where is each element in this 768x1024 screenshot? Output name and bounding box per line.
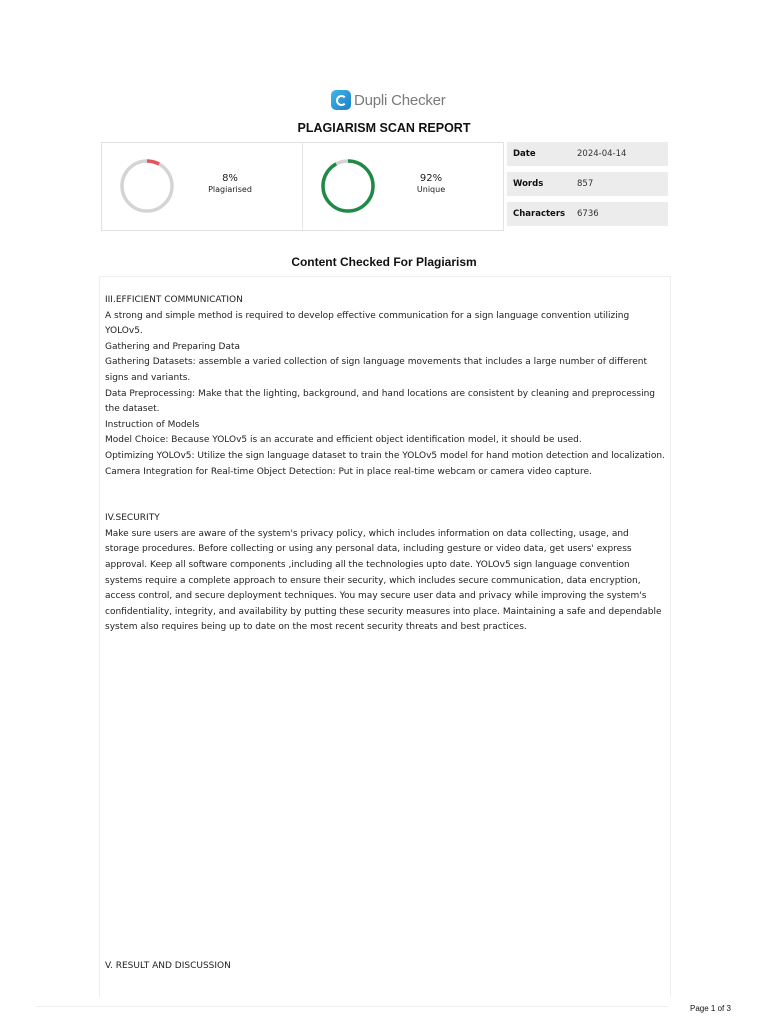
unique-value: 92% [419,173,443,184]
section-heading: V. RESULT AND DISCUSSION [105,961,231,971]
stat-value: 2024-04-14 [577,149,627,159]
paragraph: Make sure users are aware of the system's privacy policy, which includes information on data collecting, usage, and storage procedures. Before collecting or using any personal data, including gesture or video data, get users' express approval. Keep all software components ,including all the technologies upto date. YOLOv5 sign language convention systems require a complete approach to ensure their security, which includes secure communication, data encryption, access control, and secure deployment techniques. You may secure user data and privacy while improving the system's confidentiality, integrity, and availability by putting these security measures into place. Maintaining a safe and dependable system also requires being up to date on the most recent security threats and best practices. [105,528,662,633]
stat-key: Date [513,149,536,159]
section-heading: III.EFFICIENT COMMUNICATION [105,295,243,305]
page-number: Page 1 of 3 [690,1004,731,1013]
unique-label: Unique [416,185,446,194]
stats-table [507,142,668,232]
logo-text: Dupli Checker [354,91,446,109]
paragraph: Gathering Datasets: assemble a varied collection of sign language movements that includes a large number of different signs and variants. [105,357,648,383]
content-text [105,293,665,636]
footer-divider [36,1006,668,1007]
logo-icon [331,90,351,110]
unique-ring-icon [320,158,376,214]
paragraph: Instruction of Models [105,419,200,430]
stat-row-words [507,172,668,196]
paragraph: Camera Integration for Real-time Object Detection: Put in place real-time webcam or camera video capture. [105,466,592,477]
plagiarised-ring-icon [119,158,175,214]
unique-score [302,143,503,230]
report-title: PLAGIARISM SCAN REPORT [297,121,471,135]
content-title: Content Checked For Plagiarism [291,255,477,269]
paragraph: Model Choice: Because YOLOv5 is an accurate and efficient object identification model, it should be used. [105,435,582,446]
section-heading: IV.SECURITY [105,513,160,524]
duplichecker-logo [331,89,446,111]
stat-key: Characters [513,209,566,219]
paragraph: Data Preprocessing: Make that the lighting, background, and hand locations are consistent by cleaning and preprocessing the dataset. [105,388,656,415]
plagiarised-label: Plagiarised [208,185,252,194]
plagiarised-score [102,143,302,230]
stat-value: 6736 [577,209,599,219]
stat-row-date [507,142,668,166]
paragraph: Optimizing YOLOv5: Utilize the sign language dataset to train the YOLOv5 model for hand motion detection and localization. [105,450,665,461]
checked-content [99,276,671,997]
plagiarised-ring-track [122,161,172,211]
paragraph: Gathering and Preparing Data [105,341,241,352]
stat-key: Words [513,179,544,189]
plagiarised-value: 8% [222,173,238,184]
stat-value: 857 [577,179,594,189]
unique-ring-fill [323,161,373,211]
score-summary [101,142,504,231]
paragraph: A strong and simple method is required to develop effective communication for a sign language convention utilizing YOLOv5. [105,310,630,337]
stat-row-characters [507,202,668,226]
